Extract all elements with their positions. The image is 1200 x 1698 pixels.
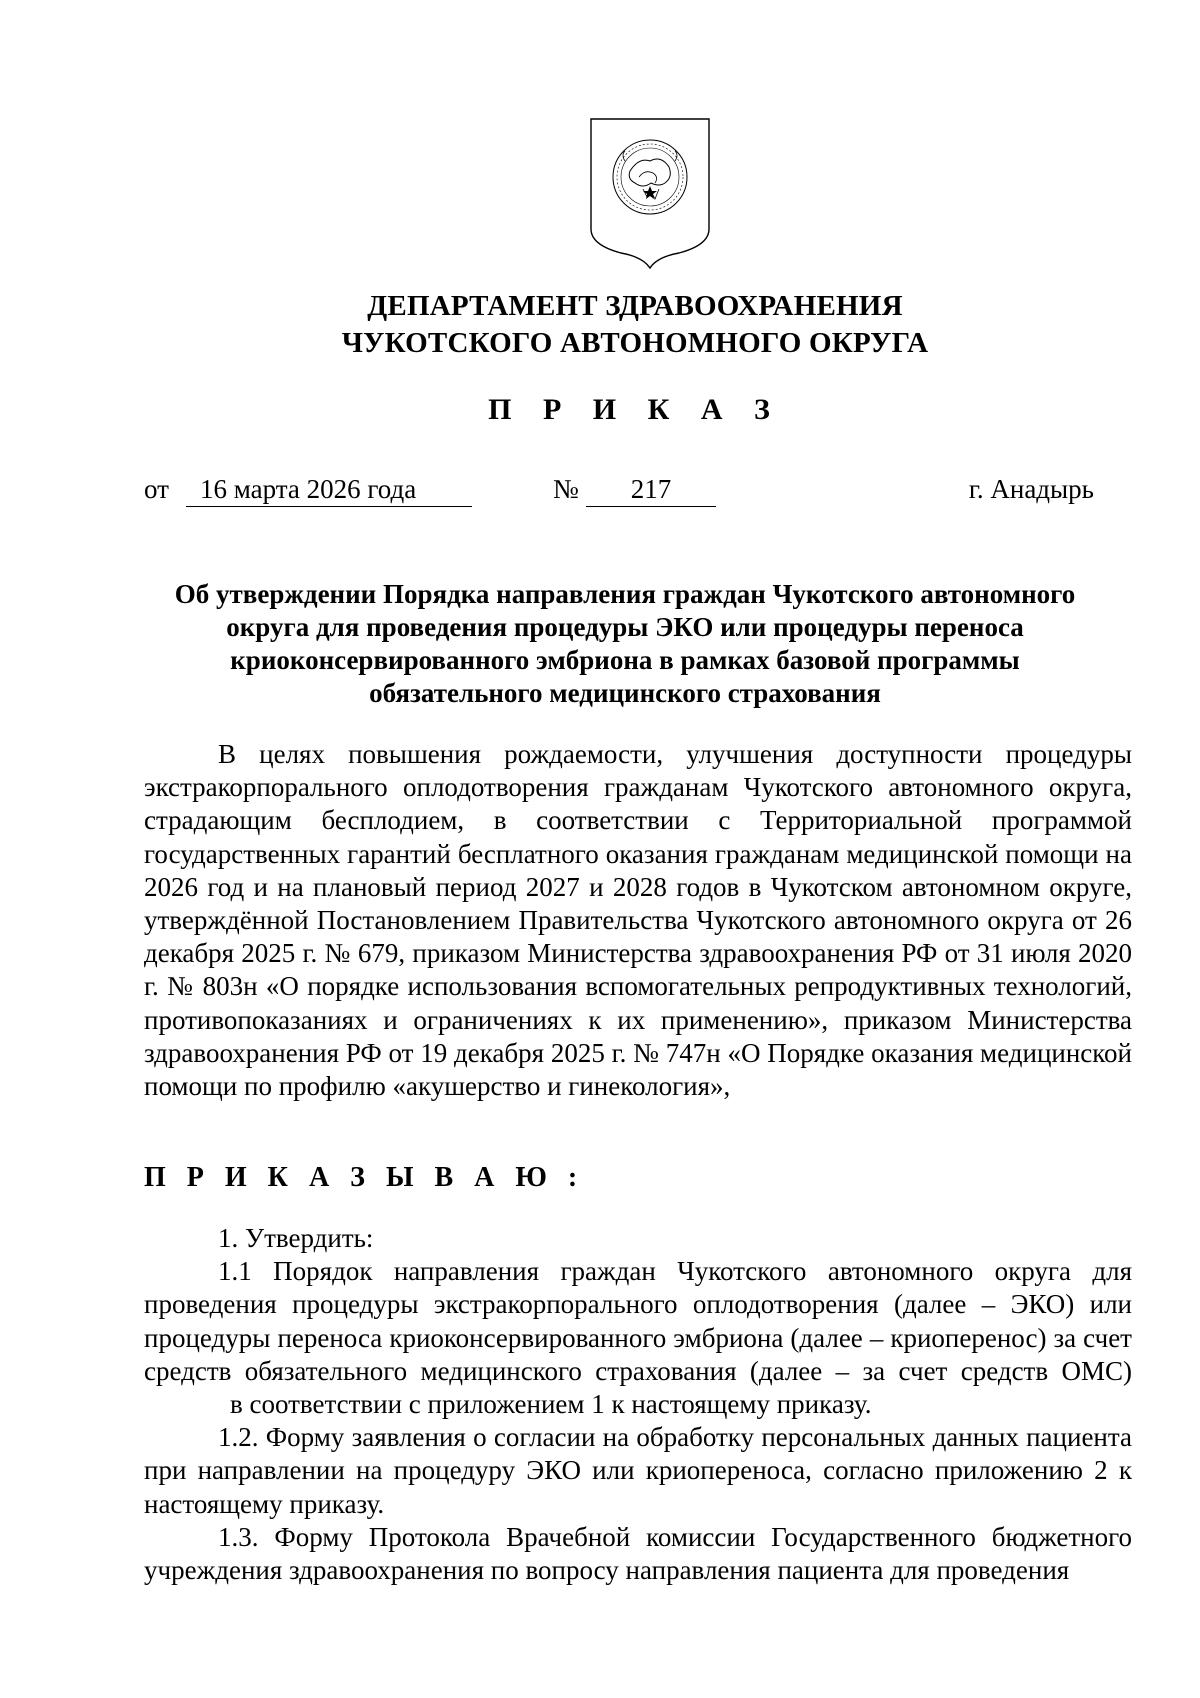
- order-date-value: 16 марта 2026 года: [200, 474, 417, 504]
- preamble-paragraph: В целях повышения рождаемости, улучшения доступности процедуры экстракорпорального оплодотворения гражданам Чукотского автономного округа, страдающим бесплодием, в соответствии с Территориальной программой государственных гарантий бесплатного оказания гражданам медицинской помощи на 2026 год и на плановый период 2027 и 2028 годов в Чукотском автономном округе, утверждённой Постановлением Правительства Чукотского автономного округа от 26 декабря 2025 г. № 679, приказом Министерства здравоохранения РФ от 31 июля 2020 г. № 803н «О порядке использования вспомогательных репродуктивных технологий, противопоказаниях и ограничениях к их применению», приказом Министерства здравоохранения РФ от 19 декабря 2025 г. № 747н «О Порядке оказания медицинской помощи по профилю «акушерство и гинекология»,: [144, 739, 1132, 1102]
- organization-line-2: ЧУКОТСКОГО АВТОНОМНОГО ОКРУГА: [341, 327, 929, 359]
- issue-city: г. Анадырь: [968, 474, 1094, 504]
- order-items: [144, 1222, 1132, 1587]
- item-1-1: [144, 1255, 1132, 1421]
- subject-line-4: обязательного медицинского страхования: [369, 678, 881, 708]
- item-1-1-appendix-ref: в соответствии с приложением 1 к настоящему приказу.: [230, 1389, 872, 1420]
- item-1: 1. Утвердить:: [218, 1223, 374, 1253]
- item-1-3: 1.3. Форму Протокола Врачебной комиссии Государственного бюджетного учреждения здравоохранения по вопросу направления пациента для проведения: [144, 1521, 1132, 1586]
- order-meta-row: [0, 474, 1200, 514]
- organization-name: [0, 288, 1200, 362]
- order-directive-heading: П Р И К А З Ы В А Ю :: [144, 1162, 585, 1193]
- subject-line-3: криоконсервированного эмбриона в рамках базовой программы: [230, 645, 1020, 675]
- subject-line-1: Об утверждении Порядка направления граждан Чукотского автономного: [174, 579, 1076, 609]
- number-sign-label: №: [553, 474, 579, 504]
- organization-line-1: ДЕПАРТАМЕНТ ЗДРАВООХРАНЕНИЯ: [367, 290, 903, 322]
- item-1-2: 1.2. Форму заявления о согласии на обработку персональных данных пациента при направлении на процедуру ЭКО или криопереноса, согласно приложению 2 к настоящему приказу.: [144, 1422, 1132, 1519]
- document-type-title: П Р И К А З: [488, 393, 782, 426]
- order-date-field: [186, 474, 472, 507]
- order-subject: [120, 578, 1130, 710]
- coat-of-arms-emblem: [589, 117, 711, 269]
- subject-line-2: округа для проведения процедуры ЭКО или процедуры переноса: [226, 612, 1024, 642]
- item-1-1-text: 1.1 Порядок направления граждан Чукотского автономного округа для проведения процедуры экстракорпорального оплодотворения (далее – ЭКО) или процедуры переноса криоконсервированного эмбриона (далее – криоперенос) за счет средств обязательного медицинского страхования (далее – за счет средств ОМС): [144, 1256, 1132, 1386]
- order-number-value: 217: [586, 474, 716, 507]
- date-prefix-label: от: [144, 474, 169, 504]
